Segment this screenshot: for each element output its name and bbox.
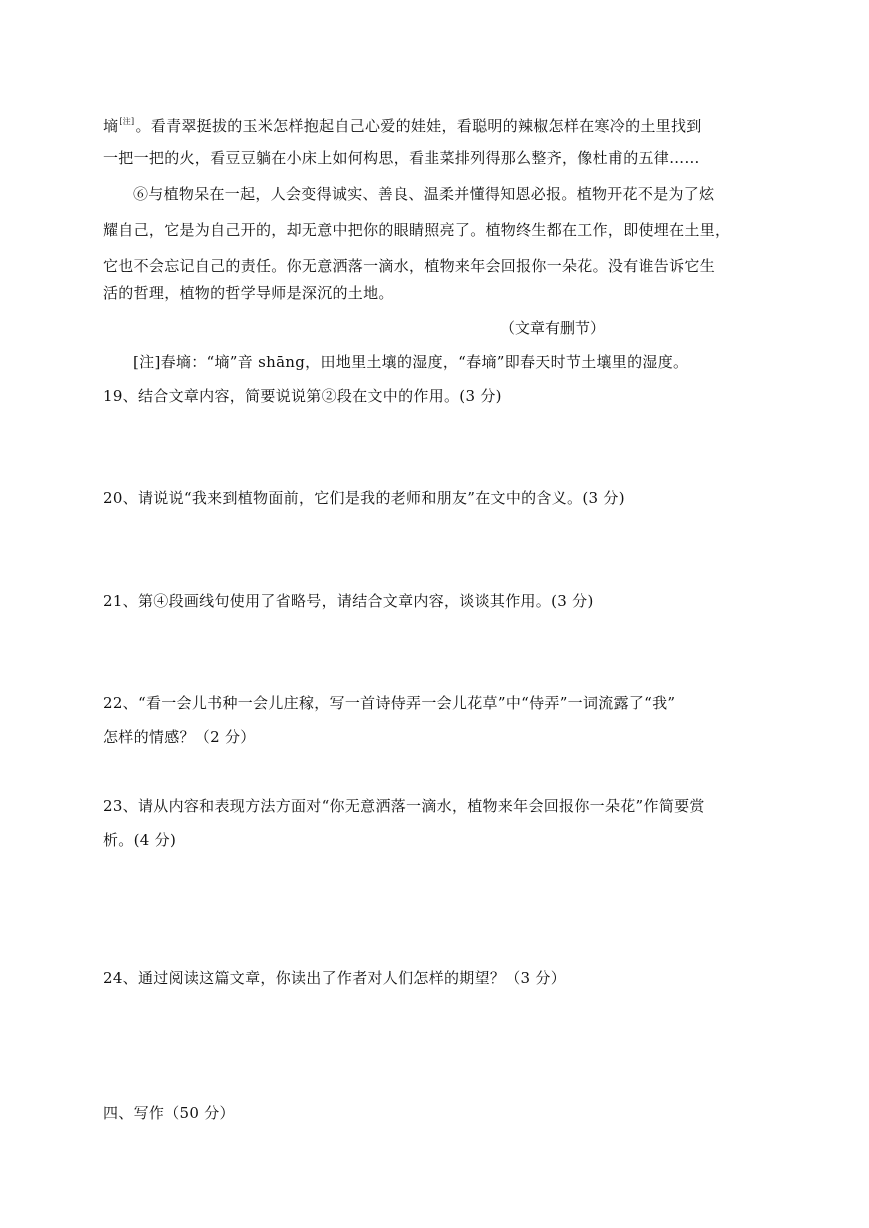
question-22-line-1: 22、“看一会儿书种一会儿庄稼，写一首诗侍弄一会儿花草”中“侍弄”一词流露了“我”	[103, 694, 676, 712]
passage-text: 。看青翠挺拔的玉米怎样抱起自己心爱的娃娃，看聪明的辣椒怎样在寒冷的土里找到	[135, 117, 702, 135]
paragraph-6-line-3: 它也不会忘记自己的责任。你无意洒落一滴水，植物来年会回报你一朵花。没有谁告诉它生	[103, 257, 716, 275]
question-24: 24、通过阅读这篇文章，你读出了作者对人们怎样的期望？（3 分）	[103, 969, 567, 987]
passage-line-2: 一把一把的火，看豆豆躺在小床上如何构思，看韭菜排列得那么整齐，像杜甫的五律……	[103, 149, 700, 167]
question-23-line-1: 23、请从内容和表现方法方面对“你无意洒落一滴水，植物来年会回报你一朵花”作简要赏	[103, 797, 705, 815]
question-22-line-2: 怎样的情感？（2 分）	[103, 728, 256, 746]
paragraph-6-line-4: 活的哲理，植物的哲学导师是深沉的土地。	[103, 284, 394, 302]
question-21: 21、第④段画线句使用了省略号，请结合文章内容，谈谈其作用。(3 分)	[103, 592, 594, 610]
footnote-marker: [注]	[119, 117, 135, 126]
passage-line-1	[103, 112, 702, 136]
passage-text: 墒	[103, 117, 119, 135]
paragraph-6-line-2: 耀自己，它是为自己开的，却无意中把你的眼睛照亮了。植物终生都在工作，即使埋在土里，	[103, 221, 731, 239]
question-23-line-2: 析。(4 分)	[103, 831, 177, 849]
source-note: （文章有删节）	[500, 319, 606, 337]
writing-section-heading: 四、写作（50 分）	[103, 1104, 235, 1122]
footnote: [注]春墒：“墒”音 shāng，田地里土壤的湿度，“春墒”即春天时节土壤里的湿度。	[133, 353, 689, 371]
paragraph-6-line-1: ⑥与植物呆在一起，人会变得诚实、善良、温柔并懂得知恩必报。植物开花不是为了炫	[133, 185, 715, 203]
question-20: 20、请说说“我来到植物面前，它们是我的老师和朋友”在文中的含义。(3 分)	[103, 489, 625, 507]
question-19: 19、结合文章内容，简要说说第②段在文中的作用。(3 分)	[103, 387, 502, 405]
